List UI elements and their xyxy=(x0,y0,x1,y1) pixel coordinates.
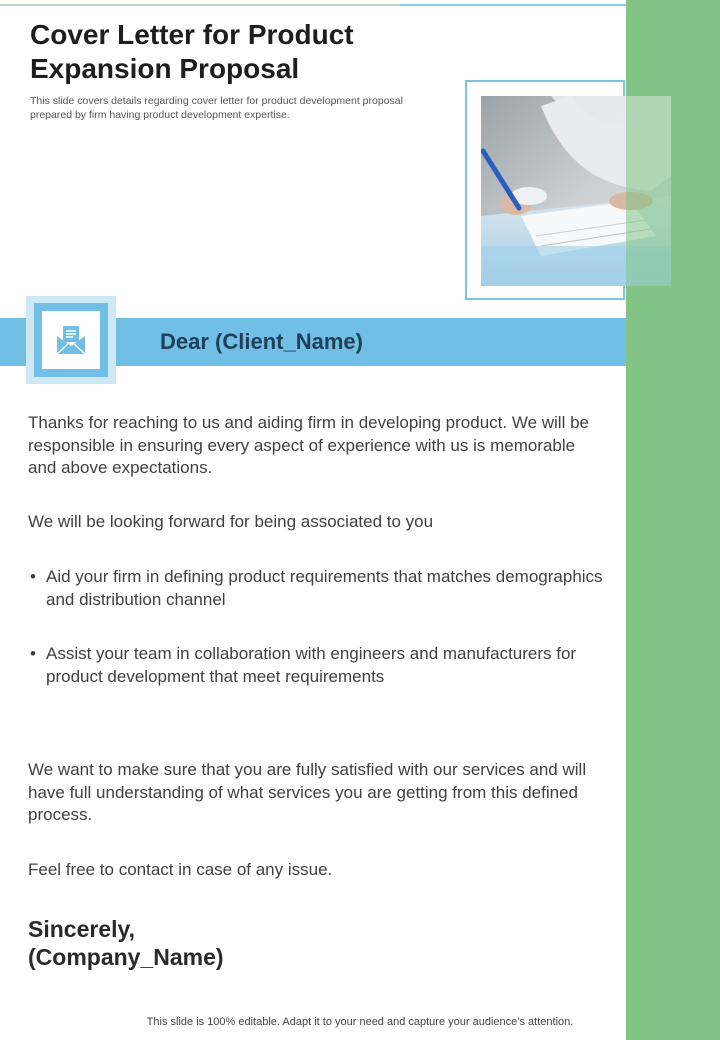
title-line-1: Cover Letter for Product xyxy=(30,19,354,50)
page-title xyxy=(30,18,450,86)
icon-box xyxy=(42,311,100,369)
bullet-icon: • xyxy=(30,644,36,663)
company-name: (Company_Name) xyxy=(28,944,224,970)
list-item-text: Assist your team in collaboration with engineers and manufacturers for product development that meet requirements xyxy=(46,644,577,686)
body-paragraph-4: Feel free to contact in case of any issue. xyxy=(28,860,333,879)
title-line-2: Expansion Proposal xyxy=(30,53,300,84)
top-accent-line xyxy=(400,4,626,6)
page-subtitle xyxy=(30,94,462,122)
closing-line: Sincerely, xyxy=(28,916,135,942)
subtitle-line-2: prepared by firm having product development expertise. xyxy=(30,109,290,121)
signature-block xyxy=(28,915,428,971)
bullet-icon: • xyxy=(30,567,36,586)
subtitle-line-1: This slide covers details regarding cover letter for product development proposal xyxy=(30,95,403,107)
footer-note xyxy=(0,1016,720,1028)
envelope-document-icon xyxy=(54,323,88,357)
salutation: Dear (Client_Name) xyxy=(160,329,363,354)
photo-green-overlay xyxy=(626,96,671,286)
body-paragraph-1: Thanks for reaching to us and aiding firm in developing product. We will be responsible in ensuring every aspect of experience with us is memorable and above expectations. xyxy=(28,413,589,477)
list-item-text: Aid your firm in defining product requirements that matches demographics and distribution channel xyxy=(46,567,603,609)
footer-text: This slide is 100% editable. Adapt it to your need and capture your audience’s attention. xyxy=(146,1016,574,1028)
body-paragraph-2: We will be looking forward for being associated to you xyxy=(28,512,434,531)
body-paragraph-3: We want to make sure that you are fully satisfied with our services and will have full understanding of what services you are getting from this defined process. xyxy=(28,760,587,824)
